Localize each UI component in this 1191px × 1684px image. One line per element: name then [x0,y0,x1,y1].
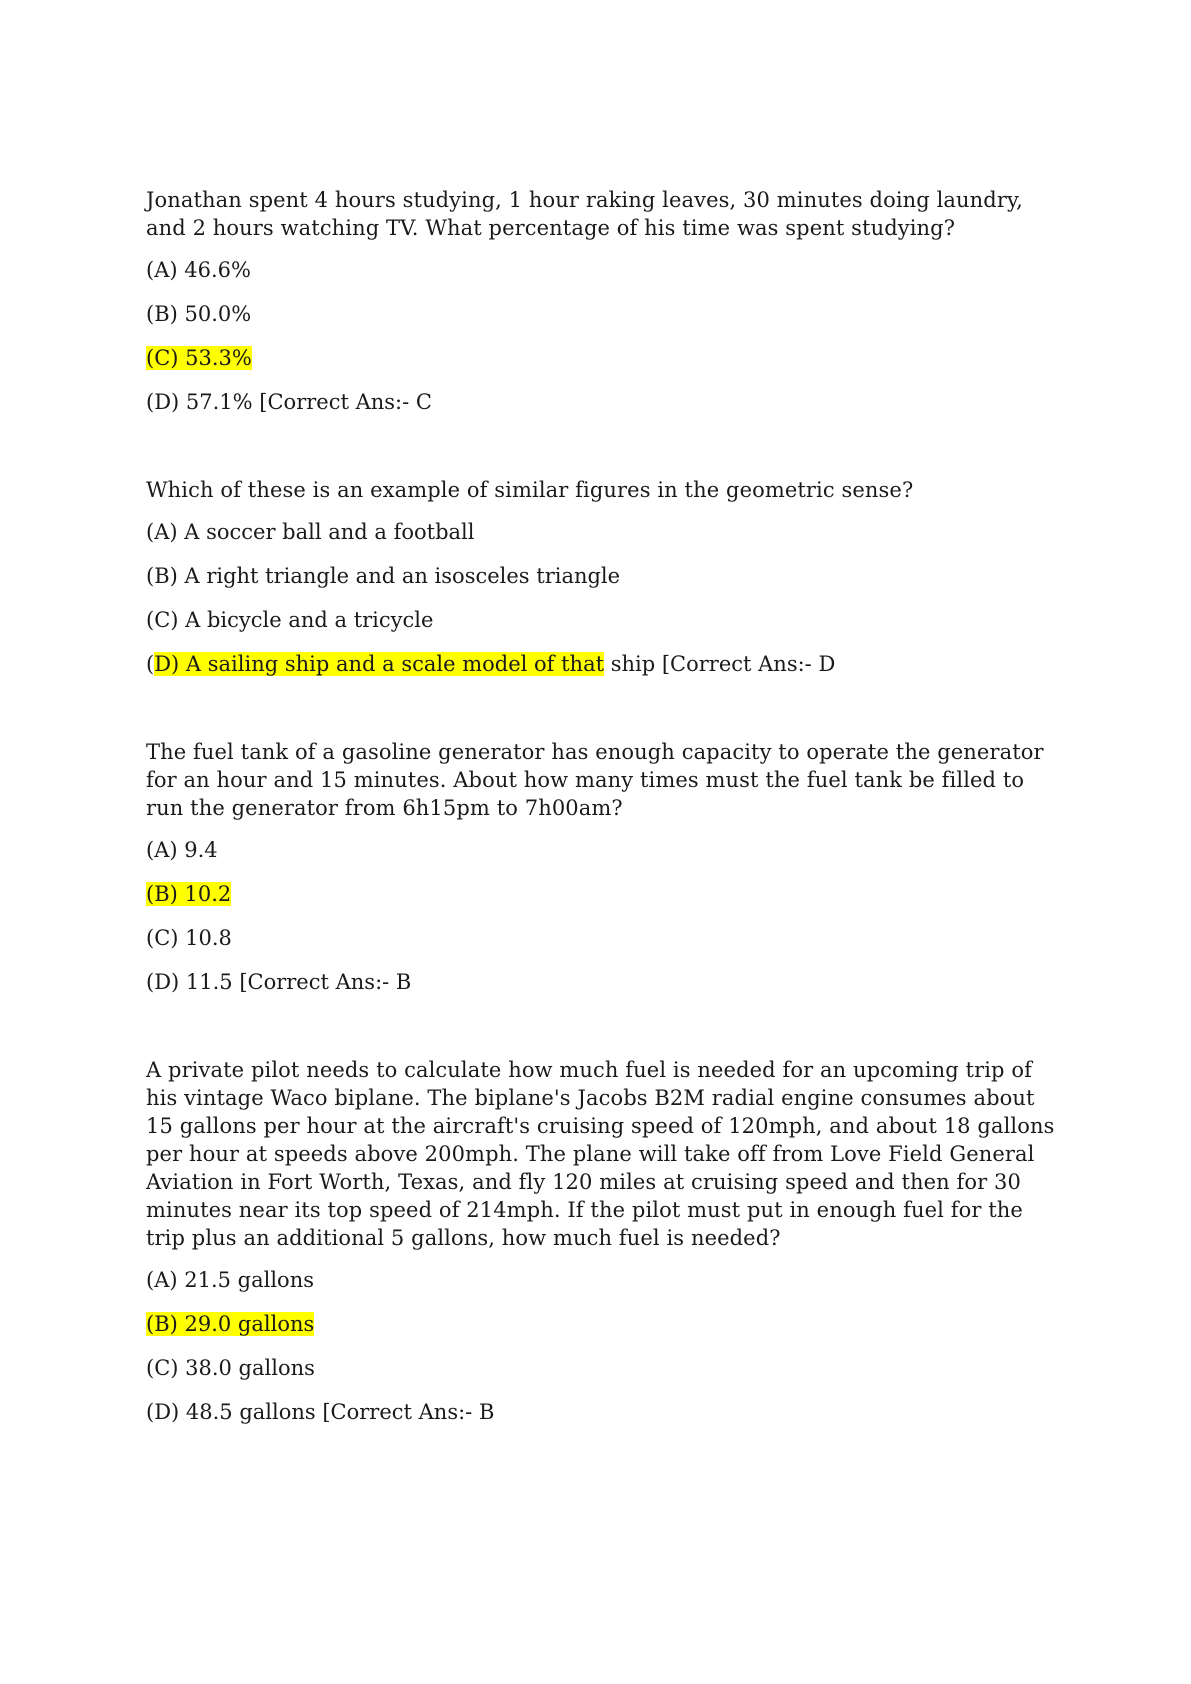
question-text: Jonathan spent 4 hours studying, 1 hour raking leaves, 30 minutes doing laundry, and 2 hours watching TV. What percentage of his time was spent studying? [146,188,1023,240]
option-text: (A) 46.6% [146,258,251,282]
document-page [146,186,1066,1486]
highlighted-answer: (B) 29.0 gallons [146,1312,315,1336]
option-c [146,924,1066,952]
option-d [146,650,1066,678]
option-b [146,562,1066,590]
option-text: (D) 48.5 gallons [Correct Ans:- B [146,1400,495,1424]
option-b [146,880,1066,908]
option-text: (A) 9.4 [146,838,218,862]
question-text: Which of these is an example of similar figures in the geometric sense? [146,478,914,502]
option-lead: ( [146,652,155,676]
highlighted-answer: D) A sailing ship and a scale model of that [154,652,605,676]
question-text: The fuel tank of a gasoline generator has enough capacity to operate the generator for an hour and 15 minutes. About how many times must the fuel tank be filled to run the generator from 6h15pm to 7h00am? [146,740,1044,820]
highlighted-answer: (B) 10.2 [146,882,232,906]
option-text: (B) A right triangle and an isosceles triangle [146,564,621,588]
option-c [146,344,1066,372]
option-d [146,388,1066,416]
option-text: (B) 50.0% [146,302,252,326]
option-text: (C) 10.8 [146,926,232,950]
option-text: (C) 38.0 gallons [146,1356,315,1380]
option-text: (A) A soccer ball and a football [146,520,475,544]
option-b [146,1310,1066,1338]
option-text: (D) 11.5 [Correct Ans:- B [146,970,412,994]
option-text: (D) 57.1% [Correct Ans:- C [146,390,432,414]
question-4 [146,1056,1066,1426]
option-c [146,606,1066,634]
option-a [146,836,1066,864]
option-b [146,300,1066,328]
question-text: A private pilot needs to calculate how much fuel is needed for an upcoming trip of his vintage Waco biplane. The biplane's Jacobs B2M radial engine consumes about 15 gallons per hour at the aircraft's cruising speed of 120mph, and about 18 gallons per hour at speeds above 200mph. The plane will take off from Love Field General Aviation in Fort Worth, Texas, and fly 120 miles at cruising speed and then for 30 minutes near its top speed of 214mph. If the pilot must put in enough fuel for the trip plus an additional 5 gallons, how much fuel is needed? [146,1058,1055,1250]
option-d [146,968,1066,996]
option-text: ship [Correct Ans:- D [604,652,836,676]
option-text: (C) A bicycle and a tricycle [146,608,434,632]
option-c [146,1354,1066,1382]
question-3 [146,738,1066,996]
option-a [146,256,1066,284]
option-d [146,1398,1066,1426]
option-a [146,518,1066,546]
option-text: (A) 21.5 gallons [146,1268,314,1292]
question-2 [146,476,1066,678]
question-1 [146,186,1066,416]
highlighted-answer: (C) 53.3% [146,346,252,370]
option-a [146,1266,1066,1294]
